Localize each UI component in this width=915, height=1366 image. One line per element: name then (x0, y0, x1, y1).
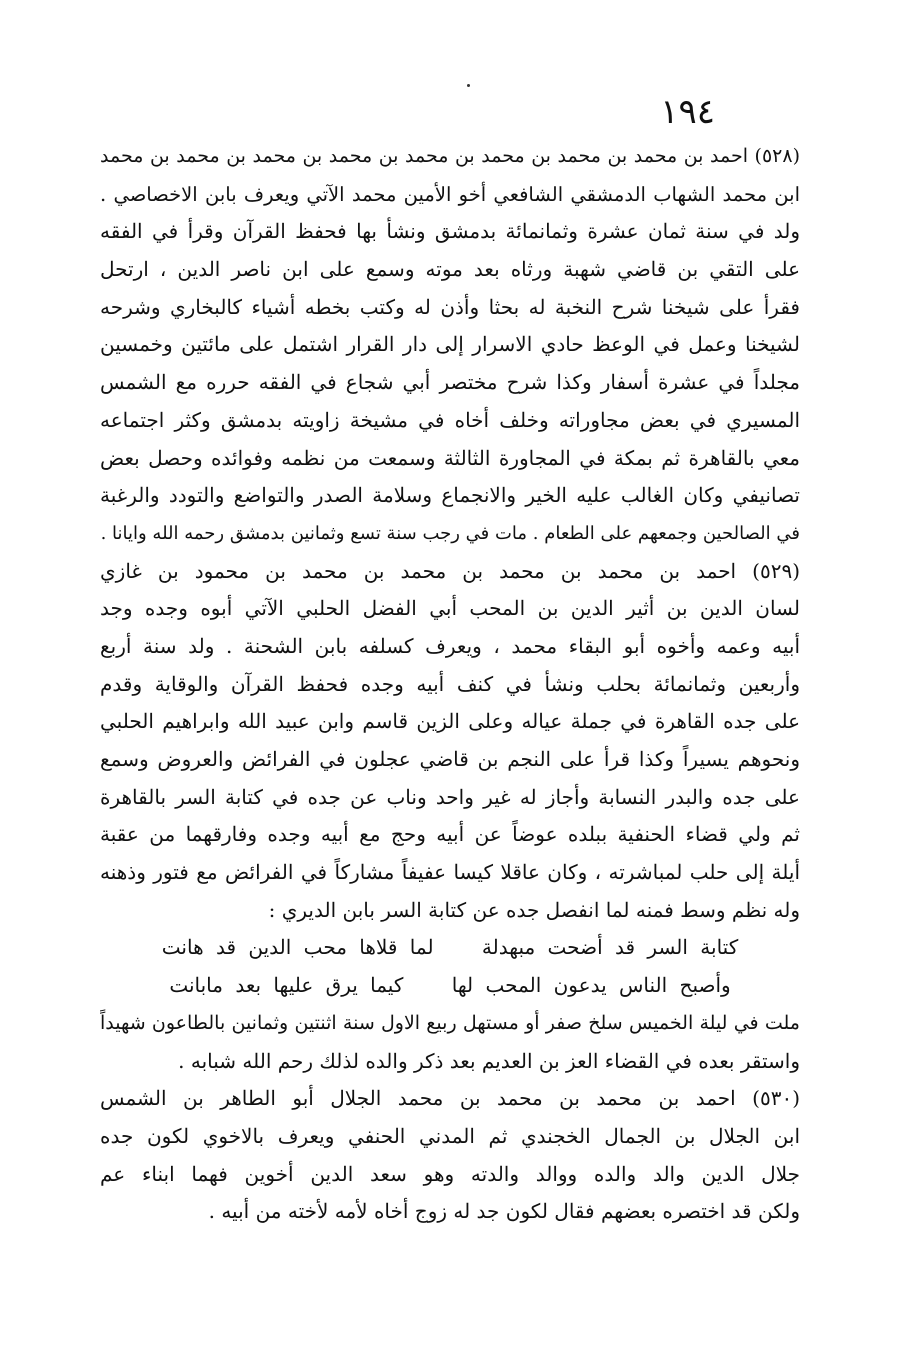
text-line: لسان الدين بن أثير الدين بن المحب أبي الفضل الحلبي الآتي أبوه وجده وجد (100, 596, 800, 621)
ink-dot (467, 84, 470, 87)
page-text (100, 138, 800, 1231)
text-line: ابن الجلال بن الجمال الخجندي ثم المدني الحنفي ويعرف بالاخوي لكون جده (100, 1123, 800, 1148)
text-line: جلال الدين والد والده ووالد والدته وهو سعد الدين أخوين فهما ابناء عم (100, 1161, 800, 1186)
verse-hemistich: كيما يرق عليها بعد مابانت (169, 973, 404, 998)
text-line: (٥٣٠) احمد بن محمد بن محمد بن محمد الجلال أبو الطاهر بن الشمس (100, 1086, 800, 1111)
text-line: معي بالقاهرة ثم بمكة في المجاورة الثالثة وسمعت من نظمه وفوائده وحصل بعض (100, 445, 800, 470)
poem-verse (100, 967, 800, 1005)
text-line: على جده والبدر النسابة وأجاز له غير واحد وناب عن جده في كتابة السر بالقاهرة (100, 784, 800, 809)
text-line: ونحوهم يسيراً وكذا قرأ على النجم بن قاضي عجلون في الفرائض والعروض وسمع (100, 747, 800, 771)
text-line: ولكن قد اختصره بعضهم فقال لكون جد له زوج أخاه لأمه لأخته من أبيه . (208, 1199, 800, 1224)
text-line: في الصالحين وجمعهم على الطعام . مات في رجب سنة تسع وثمانين بدمشق رحمه الله وايانا . (100, 522, 800, 544)
text-line: أبيه وعمه وأخوه أبو البقاء محمد ، ويعرف كسلفه بابن الشحنة . ولد سنة أربع (100, 633, 800, 658)
text-line: ثم ولي قضاء الحنفية ببلده عوضاً عن أبيه وحج مع أبيه وجده وفارقهما من عقبة (100, 822, 800, 847)
text-line: فقرأ على شيخنا شرح النخبة له بحثا وأذن له وكتب بخطه أشياء كالبخاري وشرحه (100, 294, 800, 319)
text-line: تصانيفي وكان الغالب عليه الخير والانجماع وسلامة الصدر والتواضع والتودد والرغبة (100, 483, 800, 508)
text-line: (٥٢٨) احمد بن محمد بن محمد بن محمد بن محمد بن محمد بن محمد بن محمد بن محمد (100, 145, 800, 167)
page-number: ١٩٤ (660, 92, 715, 132)
text-line: ملت في ليلة الخميس سلخ صفر أو مستهل ربيع الاول سنة اثنتين وثمانين بالطاعون شهيداً (100, 1011, 800, 1034)
text-line: (٥٢٩) احمد بن محمد بن محمد بن محمد بن محمد بن محمود بن غازي (100, 558, 800, 583)
verse-hemistich: كتابة السر قد أضحت مبهدلة (481, 935, 739, 960)
text-line: على جده القاهرة في جملة عياله وعلى الزين قاسم وابن عبيد الله وابراهيم الحلبي (100, 709, 800, 734)
poem-verse (100, 929, 800, 967)
text-line: ابن محمد الشهاب الدمشقي الشافعي أخو الأمين محمد الآتي ويعرف بابن الاخصاصي . (100, 182, 800, 206)
text-line: المسيري في بعض مجاوراته وخلف أخاه في مشيخة زاويته بدمشق وكثر اجتماعه (100, 407, 800, 432)
text-line: أيلة إلى حلب لمباشرته ، وكان عاقلا كيسا عفيفاً مشاركاً في الفرائض مع فتور وذهنه (100, 860, 800, 885)
text-line: لشيخنا وعمل في الوعظ حادي الاسرار إلى دار القرار اشتمل على مائتين وخمسين (100, 332, 800, 357)
text-line: على التقي بن قاضي شهبة ورثاه بعد موته وسمع على ابن ناصر الدين ، ارتحل (100, 257, 800, 282)
text-line: واستقر بعده في القضاء العز بن العديم بعد ذكر والده لذلك رحم الله شبابه . (178, 1048, 800, 1073)
verse-hemistich: لما قلاها محب الدين قد هانت (161, 935, 434, 960)
verse-hemistich: وأصبح الناس يدعون المحب لها (451, 973, 731, 998)
text-line: وله نظم وسط فمنه لما انفصل جده عن كتابة السر بابن الديري : (268, 897, 800, 922)
text-line: وأربعين وثمانمائة بحلب ونشأ في كنف أبيه وجده فحفظ القرآن والوقاية وقدم (100, 671, 800, 696)
text-line: مجلداً في عشرة أسفار وكذا شرح مختصر أبي شجاع في الفقه حرره مع الشمس (100, 370, 800, 395)
text-line: ولد في سنة ثمان عشرة وثمانمائة بدمشق ونشأ بها فحفظ القرآن وقرأ في الفقه (100, 219, 800, 244)
